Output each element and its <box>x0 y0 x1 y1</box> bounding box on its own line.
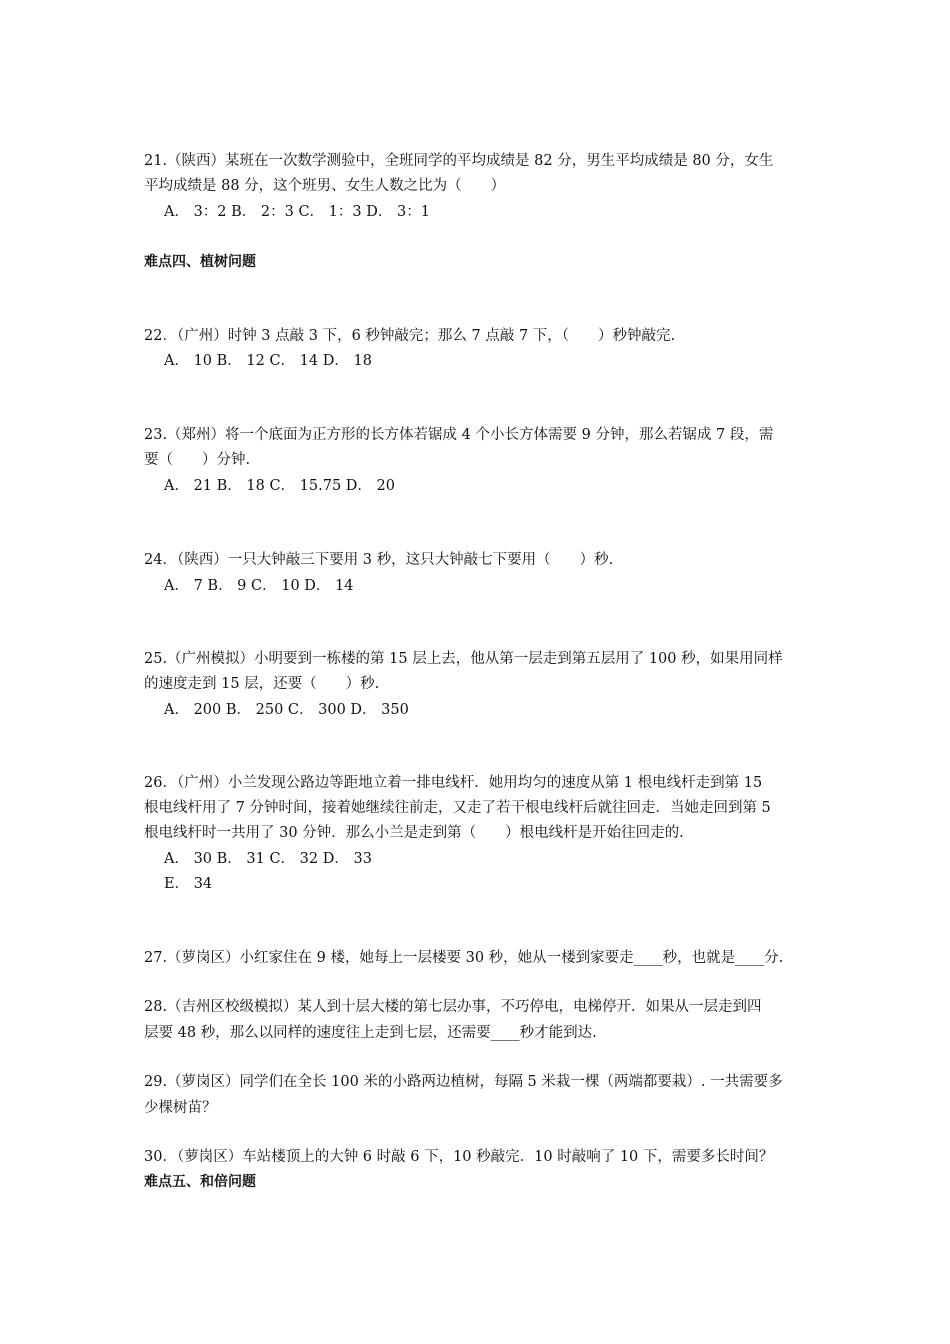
q28-line-1: 28.（吉州区校级模拟）某人到十层大楼的第七层办事，不巧停电，电梯停开．如果从一层走到四 <box>144 999 762 1015</box>
q25-line-2: 的速度走到 15 层，还要（ ）秒. <box>144 676 380 692</box>
q24-options: A． 7 B． 9 C． 10 D． 14 <box>164 578 354 594</box>
q27-line-1: 27.（萝岗区）小红家住在 9 楼，她每上一层楼要 30 秒，她从一楼到家要走____秒，也就是____分. <box>144 950 784 966</box>
q29-line-2: 少棵树苗？ <box>144 1100 217 1116</box>
section-title-5: 难点五、和倍问题 <box>144 1174 256 1190</box>
section-title-4: 难点四、植树问题 <box>144 254 256 270</box>
q21-line-1: 21.（陕西）某班在一次数学测验中，全班同学的平均成绩是 82 分，男生平均成绩是 80 分，女生 <box>144 153 774 169</box>
q26-line-2: 根电线杆用了 7 分钟时间，接着她继续往前走，又走了若干根电线杆后就往回走．当她走回到第 5 <box>144 800 771 816</box>
q26-options: A． 30 B． 31 C． 32 D． 33 <box>164 851 372 867</box>
q23-line-1: 23.（郑州）将一个底面为正方形的长方体若锯成 4 个小长方体需要 9 分钟，那么若锯成 7 段，需 <box>144 427 774 443</box>
q23-line-2: 要（ ）分钟. <box>144 452 251 468</box>
q29-line-1: 29.（萝岗区）同学们在全长 100 米的小路两边植树，每隔 5 米栽一棵（两端都要栽）. 一共需要多 <box>144 1074 783 1090</box>
q23-options: A． 21 B． 18 C． 15.75 D． 20 <box>164 478 395 494</box>
q21-options: A． 3：2 B． 2：3 C． 1：3 D． 3：1 <box>164 204 430 220</box>
q30-line-1: 30．（萝岗区）车站楼顶上的大钟 6 时敲 6 下，10 秒敲完．10 时敲响了 10 下，需要多长时间？ <box>144 1149 774 1165</box>
q24-line-1: 24．（陕西）一只大钟敲三下要用 3 秒，这只大钟敲七下要用（ ）秒. <box>144 552 614 568</box>
q25-options: A． 200 B． 250 C． 300 D． 350 <box>164 702 409 718</box>
q21-line-2: 平均成绩是 88 分，这个班男、女生人数之比为（ ） <box>144 178 506 194</box>
q28-line-2: 层要 48 秒，那么以同样的速度往上走到七层，还需要____秒才能到达. <box>144 1025 597 1041</box>
q22-options: A． 10 B． 12 C． 14 D． 18 <box>164 353 372 369</box>
q26-line-3: 根电线杆时一共用了 30 分钟．那么小兰是走到第（ ）根电线杆是开始往回走的. <box>144 825 684 841</box>
q26-options-e: E． 34 <box>164 876 213 892</box>
q25-line-1: 25.（广州模拟）小明要到一栋楼的第 15 层上去，他从第一层走到第五层用了 100 秒，如果用同样 <box>144 651 783 667</box>
q26-line-1: 26．（广州）小兰发现公路边等距地立着一排电线杆．她用均匀的速度从第 1 根电线杆走到第 15 <box>144 775 763 791</box>
q22-line-1: 22．（广州）时钟 3 点敲 3 下，6 秒钟敲完；那么 7 点敲 7 下，（ ）秒钟敲完. <box>144 328 676 344</box>
